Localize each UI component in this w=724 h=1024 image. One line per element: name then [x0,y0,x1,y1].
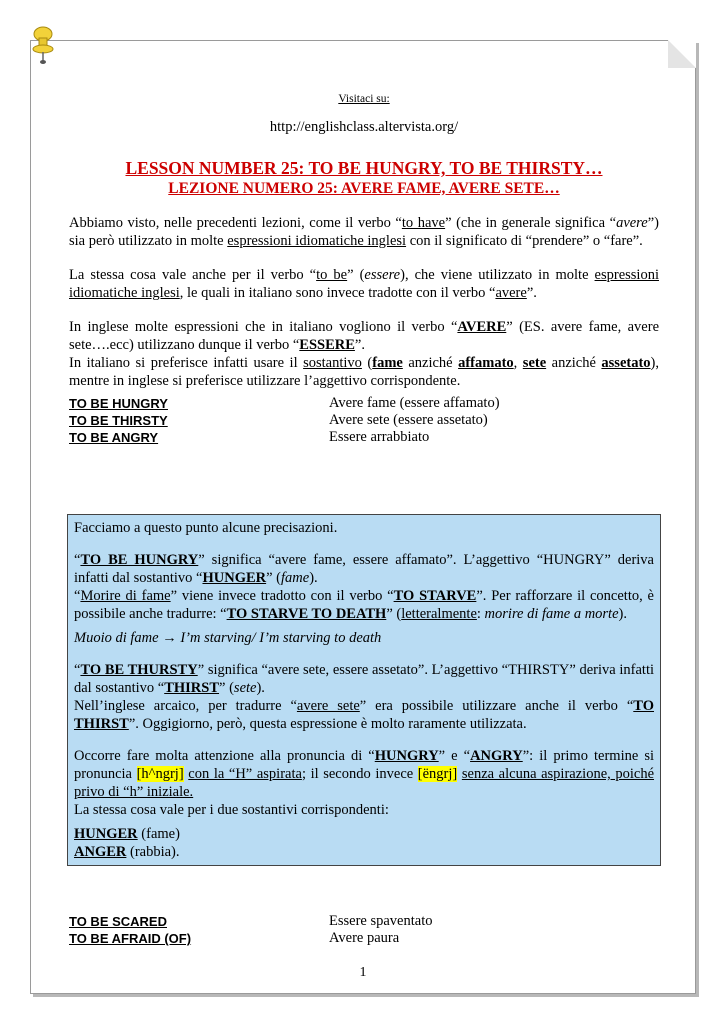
box-hunger-word: HUNGER (fame) [74,826,180,842]
lesson-subtitle: LEZIONE NUMERO 25: AVERE FAME, AVERE SETE… [168,180,560,197]
box-intro: Facciamo a questo punto alcune precisazioni. [74,520,338,536]
vocab-row: TO BE THIRSTY Avere sete (essere assetato) [69,412,488,428]
box-archaic: Nell’inglese arcaico, per tradurre “avere sete” era possibile utilizzare anche il verbo “TO THIRST”. Oggigiorno, però, questa espressione è molto raramente utilizzata. [74,698,654,732]
vocab-row: TO BE HUNGRY Avere fame (essere affamato) [69,395,500,411]
box-hungry: “TO BE HUNGRY” significa “avere fame, essere affamato”. L’aggettivo “HUNGRY” deriva infatti dal sostantivo “HUNGER” (fame). [74,552,654,586]
box-pronunciation: Occorre fare molta attenzione alla pronuncia di “HUNGRY” e “ANGRY”: il primo termine si pronuncia [h^ngrj] con la “H” aspirata; il secondo invece [ëngrj] senza alcuna aspirazione, poiché privo di “h” iniziale. [74,748,655,800]
vocab-list-1 [69,395,659,446]
vocab-row: TO BE AFRAID (OF) Avere paura [69,930,400,946]
vocab-list-2 [69,913,432,947]
pushpin-icon [28,26,58,66]
box-starve: “Morire di fame” viene invece tradotto con il verbo “TO STARVE”. Per rafforzare il concetto, è possibile anche tradurre: “TO STARVE TO DEATH” (letteralmente: morire di fame a morte). [74,588,654,622]
vocab-row: TO BE ANGRY Essere arrabbiato [69,429,430,445]
lesson-title: LESSON NUMBER 25: TO BE HUNGRY, TO BE THIRSTY… [125,158,603,178]
site-url-wrap [69,118,659,136]
box-example: Muoio di fame → I’m starving/ I’m starving to death [74,630,382,646]
vocab-row: TO BE SCARED Essere spaventato [69,913,433,929]
paragraph-3: In inglese molte espressioni che in italiano vogliono il verbo “AVERE” (ES. avere fame, avere sete….ecc) utilizzano dunque il verbo “ESSERE”. In italiano si preferisce infatti usare il sostantivo (fame anziché affamato, sete anziché assetato), mentre in inglese si preferisce utilizzare l’aggettivo corrispondente. [69,319,660,389]
box-same: La stessa cosa vale per i due sostantivi corrispondenti: [74,802,389,818]
visit-label: Visitaci su: [338,93,390,105]
paragraph-2: La stessa cosa vale anche per il verbo “to be” (essere), che viene utilizzato in molte espressioni idiomatiche inglesi, le quali in italiano sono invece tradotte con il verbo “avere”. [69,267,659,301]
visit-label-wrap [69,89,659,108]
page-content [69,41,659,446]
page-number: 1 [359,965,367,980]
box-anger-word: ANGER (rabbia). [74,844,180,860]
box-thirsty: “TO BE THURSTY” significa “avere sete, essere assetato”. L’aggettivo “THIRSTY” deriva infatti dal sostantivo “THIRST” (sete). [74,662,655,696]
site-url[interactable]: http://englishclass.altervista.org/ [269,119,459,135]
paragraph-1: Abbiamo visto, nelle precedenti lezioni, come il verbo “to have” (che in generale significa “avere”) sia però utilizzato in molte espressioni idiomatiche inglesi con il significato di “prendere” o “fare”. [69,215,659,249]
document-page [30,40,696,994]
notes-box [67,514,661,866]
page-fold-corner [668,40,696,68]
